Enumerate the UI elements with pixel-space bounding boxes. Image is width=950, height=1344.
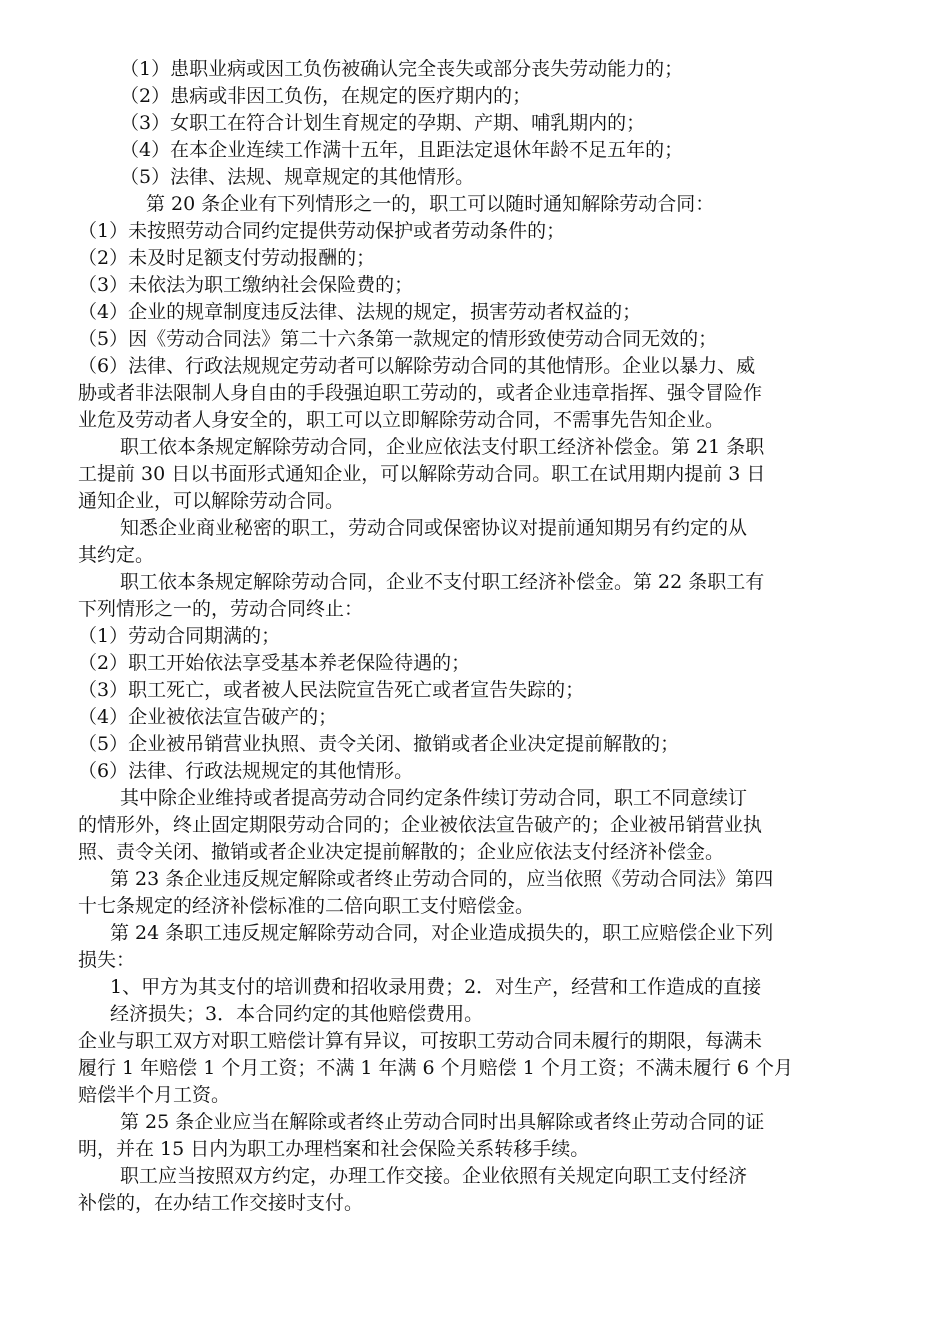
text-line: 第 25 条企业应当在解除或者终止劳动合同时出具解除或者终止劳动合同的证 <box>120 1111 765 1133</box>
text-line: 工提前 30 日以书面形式通知企业，可以解除劳动合同。职工在试用期内提前 3 日 <box>78 463 766 485</box>
text-line: （3）女职工在符合计划生育规定的孕期、产期、哺乳期内的； <box>120 112 646 134</box>
text-line: 十七条规定的经济补偿标准的二倍向职工支付赔偿金。 <box>78 895 535 917</box>
text-line: （5）因《劳动合同法》第二十六条第一款规定的情形致使劳动合同无效的； <box>78 328 718 350</box>
text-line: （2）职工开始依法享受基本养老保险待遇的； <box>78 652 471 674</box>
text-line: 照、责令关闭、撤销或者企业决定提前解散的；企业应依法支付经济补偿金。 <box>78 841 725 863</box>
text-line: （1）未按照劳动合同约定提供劳动保护或者劳动条件的； <box>78 220 566 242</box>
text-line: 第 20 条企业有下列情形之一的，职工可以随时通知解除劳动合同： <box>146 193 715 215</box>
text-line: （4）企业被依法宣告破产的； <box>78 706 338 728</box>
text-line: 经济损失；3．本合同约定的其他赔偿费用。 <box>110 1003 484 1025</box>
text-line: 业危及劳动者人身安全的，职工可以立即解除劳动合同，不需事先告知企业。 <box>78 409 725 431</box>
text-line: 通知企业，可以解除劳动合同。 <box>78 490 345 512</box>
text-line: （6）法律、行政法规规定的其他情形。 <box>78 760 414 782</box>
text-line: 损失： <box>78 949 136 971</box>
text-line: 其约定。 <box>78 544 155 566</box>
text-line: 第 23 条企业违反规定解除或者终止劳动合同的，应当依照《劳动合同法》第四 <box>110 868 774 890</box>
text-line: 明，并在 15 日内为职工办理档案和社会保险关系转移手续。 <box>78 1138 590 1160</box>
text-line: （4）企业的规章制度违反法律、法规的规定，损害劳动者权益的； <box>78 301 642 323</box>
text-line: 职工应当按照双方约定，办理工作交接。企业依照有关规定向职工支付经济 <box>120 1165 748 1187</box>
text-line: （6）法律、行政法规规定劳动者可以解除劳动合同的其他情形。企业以暴力、威 <box>78 355 756 377</box>
text-line: （2）患病或非因工负伤，在规定的医疗期内的； <box>120 85 532 107</box>
text-line: 其中除企业维持或者提高劳动合同约定条件续订劳动合同，职工不同意续订 <box>120 787 748 809</box>
text-line: 职工依本条规定解除劳动合同，企业应依法支付职工经济补偿金。第 21 条职 <box>120 436 765 458</box>
text-line: （2）未及时足额支付劳动报酬的； <box>78 247 376 269</box>
text-line: 的情形外，终止固定期限劳动合同的；企业被依法宣告破产的；企业被吊销营业执 <box>78 814 763 836</box>
text-line: （1）患职业病或因工负伤被确认完全丧失或部分丧失劳动能力的； <box>120 58 684 80</box>
text-line: 知悉企业商业秘密的职工，劳动合同或保密协议对提前通知期另有约定的从 <box>120 517 748 539</box>
text-line: 胁或者非法限制人身自由的手段强迫职工劳动的，或者企业违章指挥、强令冒险作 <box>78 382 763 404</box>
text-line: 补偿的，在办结工作交接时支付。 <box>78 1192 364 1214</box>
text-line: 下列情形之一的，劳动合同终止： <box>78 598 364 620</box>
text-line: （1）劳动合同期满的； <box>78 625 281 647</box>
text-line: （3）职工死亡，或者被人民法院宣告死亡或者宣告失踪的； <box>78 679 585 701</box>
text-line: （5）法律、法规、规章规定的其他情形。 <box>120 166 475 188</box>
text-line: （4）在本企业连续工作满十五年，且距法定退休年龄不足五年的； <box>120 139 684 161</box>
text-line: 企业与职工双方对职工赔偿计算有异议，可按职工劳动合同未履行的期限，每满未 <box>78 1030 763 1052</box>
text-line: 赔偿半个月工资。 <box>78 1084 231 1106</box>
text-line: （3）未依法为职工缴纳社会保险费的； <box>78 274 414 296</box>
text-line: 履行 1 年赔偿 1 个月工资；不满 1 年满 6 个月赔偿 1 个月工资；不满未履行 6 个月 <box>78 1057 794 1079</box>
text-line: 职工依本条规定解除劳动合同，企业不支付职工经济补偿金。第 22 条职工有 <box>120 571 765 593</box>
text-line: （5）企业被吊销营业执照、责令关闭、撤销或者企业决定提前解散的； <box>78 733 680 755</box>
text-line: 第 24 条职工违反规定解除劳动合同，对企业造成损失的，职工应赔偿企业下列 <box>110 922 774 944</box>
text-line: 1、甲方为其支付的培训费和招收录用费；2．对生产，经营和工作造成的直接 <box>110 976 762 998</box>
